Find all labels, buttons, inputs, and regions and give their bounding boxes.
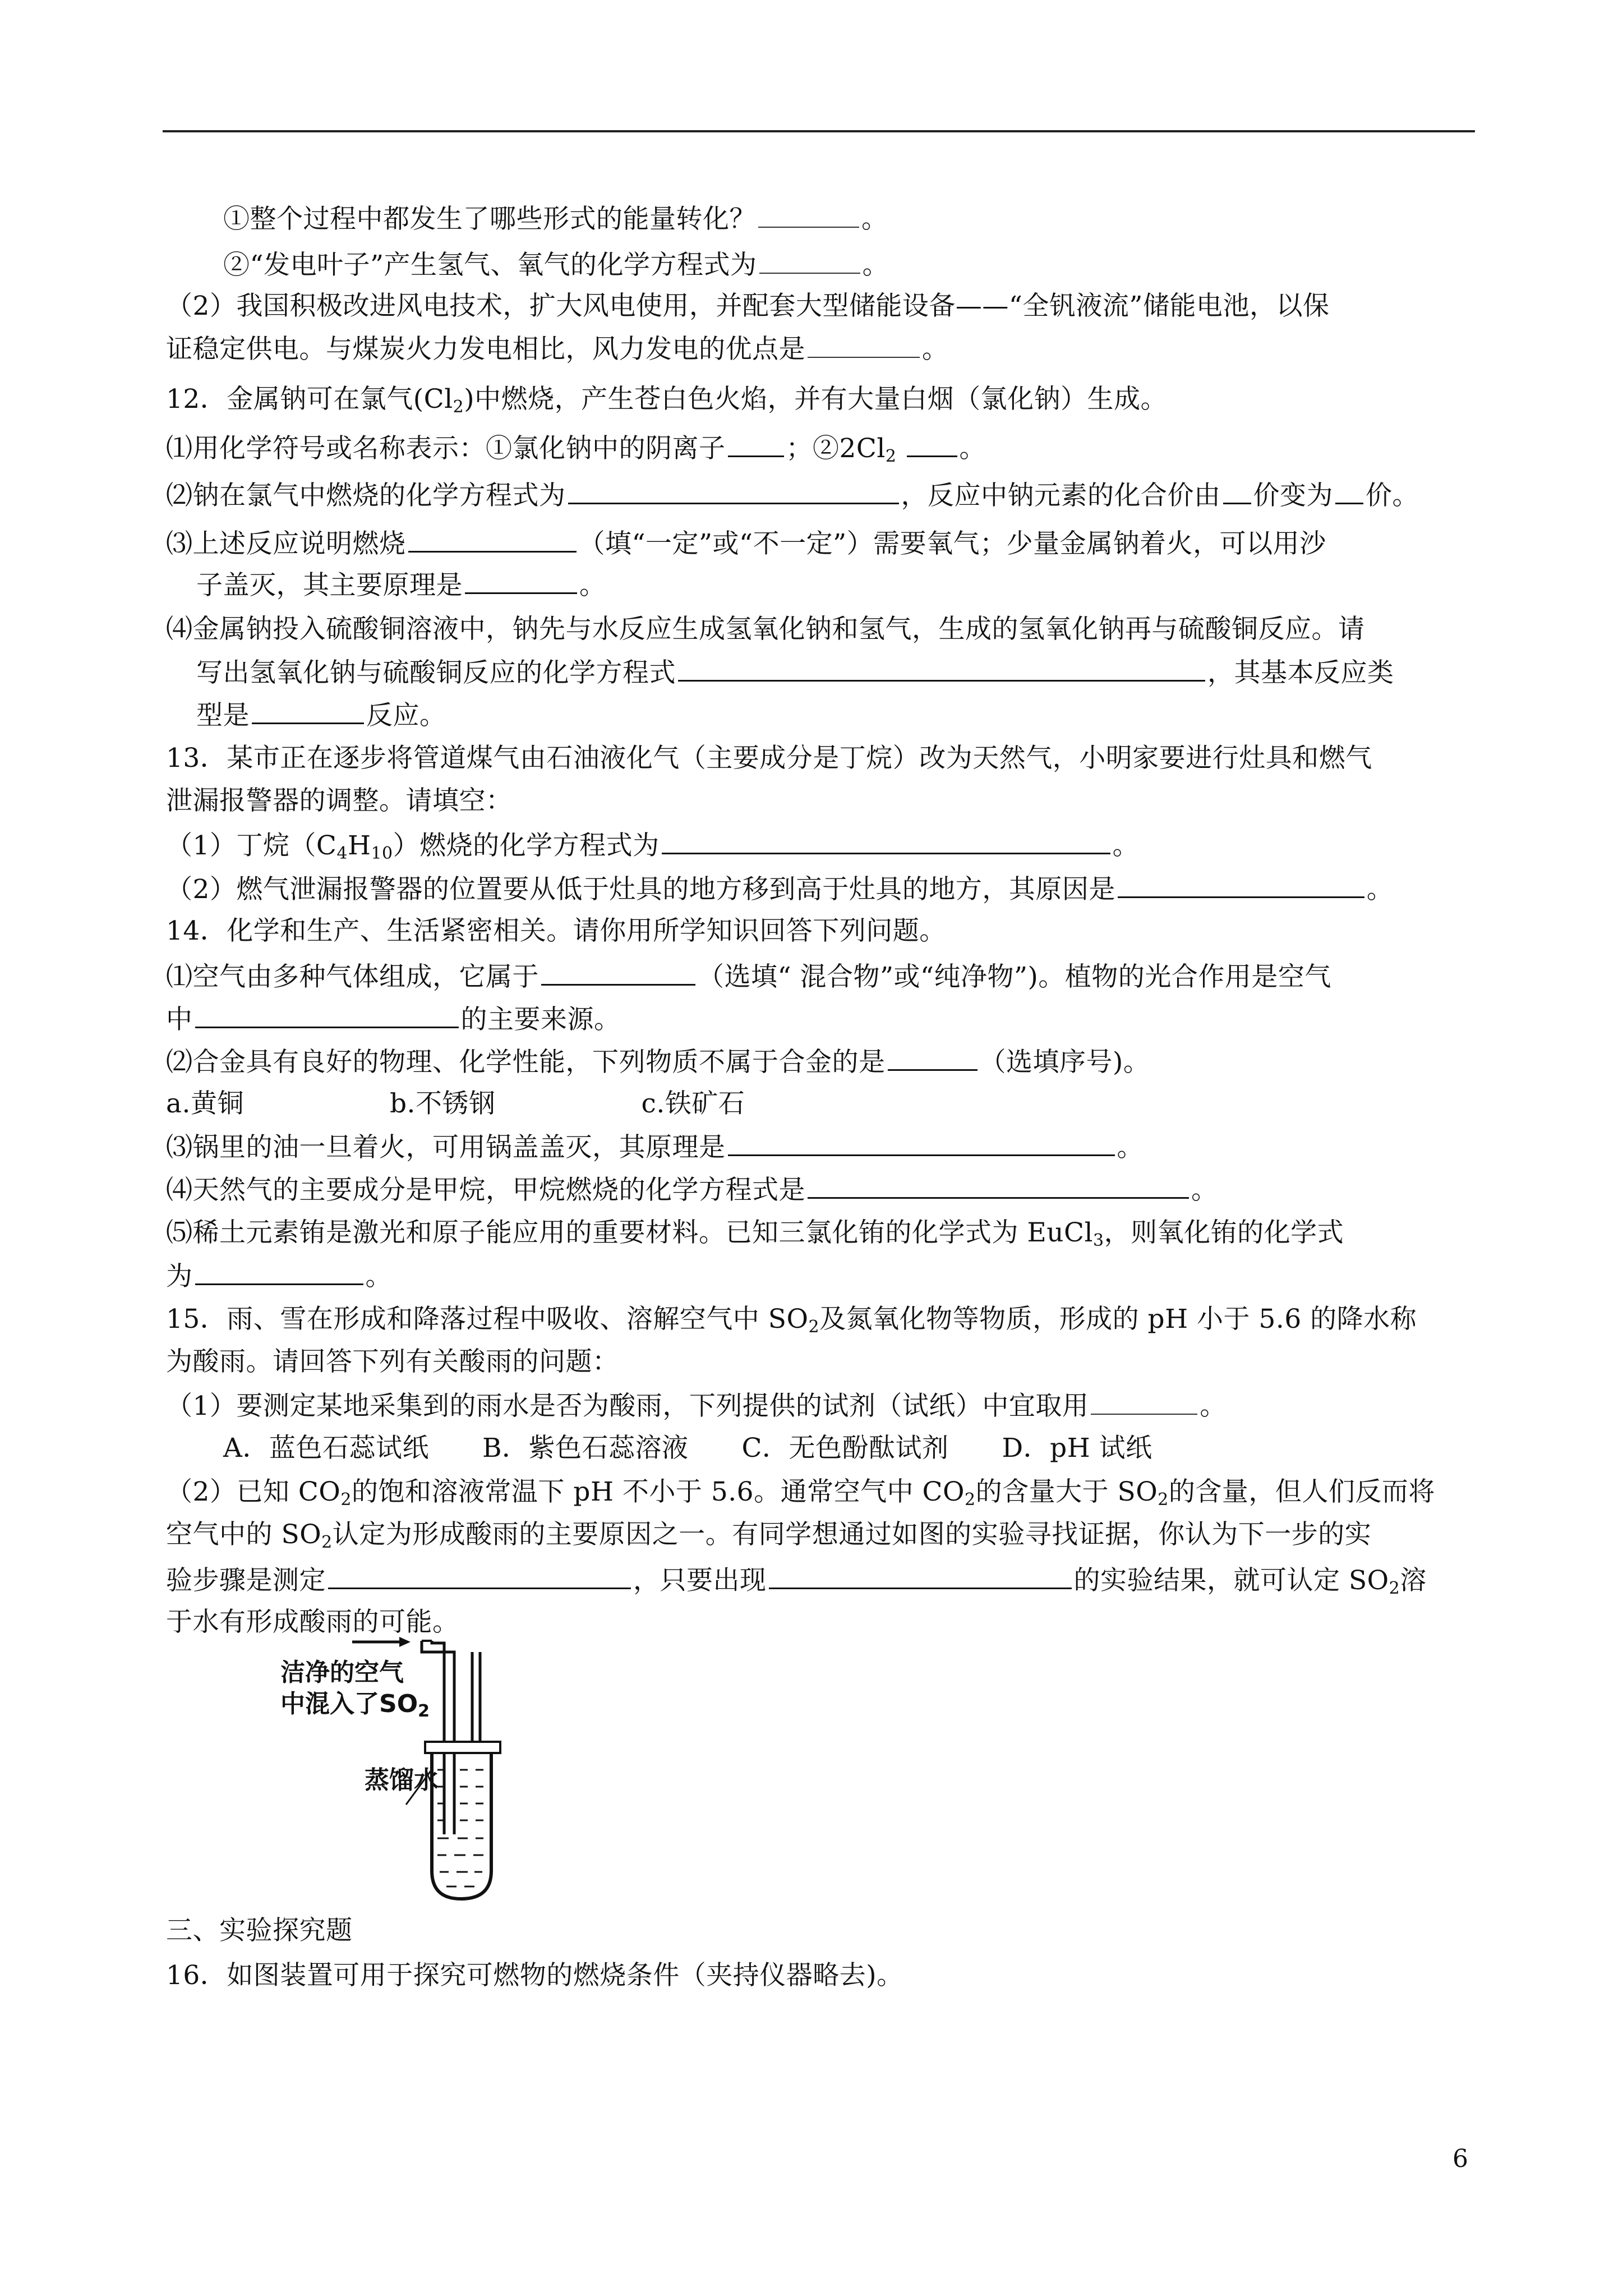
text-line: ②“发电叶子”产生氢气、氧气的化学方程式为 。 — [223, 248, 889, 282]
page-number: 6 — [1453, 2145, 1468, 2173]
text-line: ⑴空气由多种气体组成，它属于 （选填“ 混合物”或“纯净物”)。植物的光合作用是空气 — [166, 959, 1331, 994]
text-line: ⑶上述反应说明燃烧 （填“一定”或“不一定”）需要氧气；少量金属钠着火，可以用沙 — [166, 526, 1326, 561]
figure-label-water: 蒸馏水 — [365, 1766, 439, 1795]
text-line: ⑶锅里的油一旦着火，可用锅盖盖灭，其原理是 。 — [166, 1130, 1144, 1165]
text-line: 子盖灭，其主要原理是 。 — [196, 568, 606, 602]
text-line: 空气中的 $SO_2$认定为形成酸雨的主要原因之一。有同学想通过如图的实验寻找证据，你认为下一步的实 — [166, 1519, 1372, 1552]
text-line: ⑷天然气的主要成分是甲烷，甲烷燃烧的化学方程式是 。 — [166, 1172, 1218, 1207]
text-line: （1）要测定某地采集到的雨水是否为酸雨，下列提供的试剂（试纸）中宜取用 。 — [166, 1389, 1227, 1423]
text-line: ⑷金属钠投入硫酸铜溶液中，钠先与水反应生成氢氧化钠和氢气，生成的氢氧化钠再与硫酸铜反应。请 — [166, 614, 1365, 645]
text-line: ⑴用化学符号或名称表示：①氯化钠中的阴离子 ；$②2Cl_2$ 。 — [166, 431, 986, 466]
text-line: 型是 反应。 — [196, 698, 446, 733]
text-line: 验步骤是测定 ，只要出现 的实验结果，就可认定 $SO_2$溶 — [166, 1563, 1427, 1598]
text-line: （2）燃气泄漏报警器的位置要从低于灶具的地方移到高于灶具的地方，其原因是 。 — [166, 872, 1393, 907]
text-line: 为 。 — [166, 1259, 392, 1294]
figure-label-so2: 中混入了$SO_2$ — [280, 1690, 430, 1721]
text-line: 中 的主要来源。 — [166, 1002, 621, 1037]
section-heading: 三、实验探究题 — [166, 1915, 353, 1946]
experiment-figure — [280, 1630, 538, 1912]
text-line: ⑵合金具有良好的物理、化学性能，下列物质不属于合金的是 （选填序号)。 — [166, 1045, 1150, 1079]
header-rule — [163, 130, 1475, 132]
question-12: 12．金属钠可在氯气$(Cl_2)$中燃烧，产生苍白色火焰，并有大量白烟（氯化钠）生成。 — [166, 384, 1168, 417]
question-13: 13．某市正在逐步将管道煤气由石油液化气（主要成分是丁烷）改为天然气，小明家要进行灶具和燃气 — [166, 743, 1372, 774]
question-15: 15．雨、雪在形成和降落过程中吸收、溶解空气中 $SO_2$及氮氧化物等物质，形成的 pH 小于 5.6 的降水称 — [166, 1304, 1417, 1337]
text-line: 泄漏报警器的调整。请填空： — [166, 785, 513, 816]
text-line: 写出氢氧化钠与硫酸铜反应的化学方程式 ，其基本反应类 — [196, 655, 1394, 690]
text-line: 于水有形成酸雨的可能。 — [166, 1607, 459, 1637]
options-line: a.黄铜 b.不锈钢 c.铁矿石 — [166, 1088, 745, 1119]
text-line: ⑸稀土元素铕是激光和原子能应用的重要材料。已知三氯化铕的化学式为 EuCl$_3$，则氧化铕的化学式 — [166, 1217, 1344, 1250]
text-line: ⑵钠在氯气中燃烧的化学方程式为 ，反应中钠元素的化合价由 价变为 价。 — [166, 478, 1419, 513]
text-line: （1）丁烷$(C_4H_{10})$燃烧的化学方程式为 。 — [166, 828, 1139, 863]
question-14: 14．化学和生产、生活紧密相关。请你用所学知识回答下列问题。 — [166, 915, 946, 946]
text-line: ①整个过程中都发生了哪些形式的能量转化？ 。 — [223, 202, 888, 236]
text-line: 证稳定供电。与煤炭火力发电相比，风力发电的优点是 。 — [166, 332, 949, 366]
options-line: A．蓝色石蕊试纸 B．紫色石蕊溶液 C．无色酚酞试剂 D．pH 试纸 — [223, 1433, 1152, 1464]
question-16: 16．如图装置可用于探究可燃物的燃烧条件（夹持仪器略去)。 — [166, 1960, 903, 1991]
text-line: （2）已知 $CO_2$的饱和溶液常温下 pH 不小于 5.6。通常空气中 $CO_2$的含量大于 $SO_2$的含量，但人们反而将 — [166, 1476, 1435, 1510]
text-line: 为酸雨。请回答下列有关酸雨的问题： — [166, 1346, 619, 1377]
text-line: （2）我国积极改进风电技术，扩大风电使用，并配套大型储能设备——“全钒液流”储能电池，以保 — [166, 291, 1330, 321]
figure-label-air: 洁净的空气 — [280, 1658, 404, 1687]
